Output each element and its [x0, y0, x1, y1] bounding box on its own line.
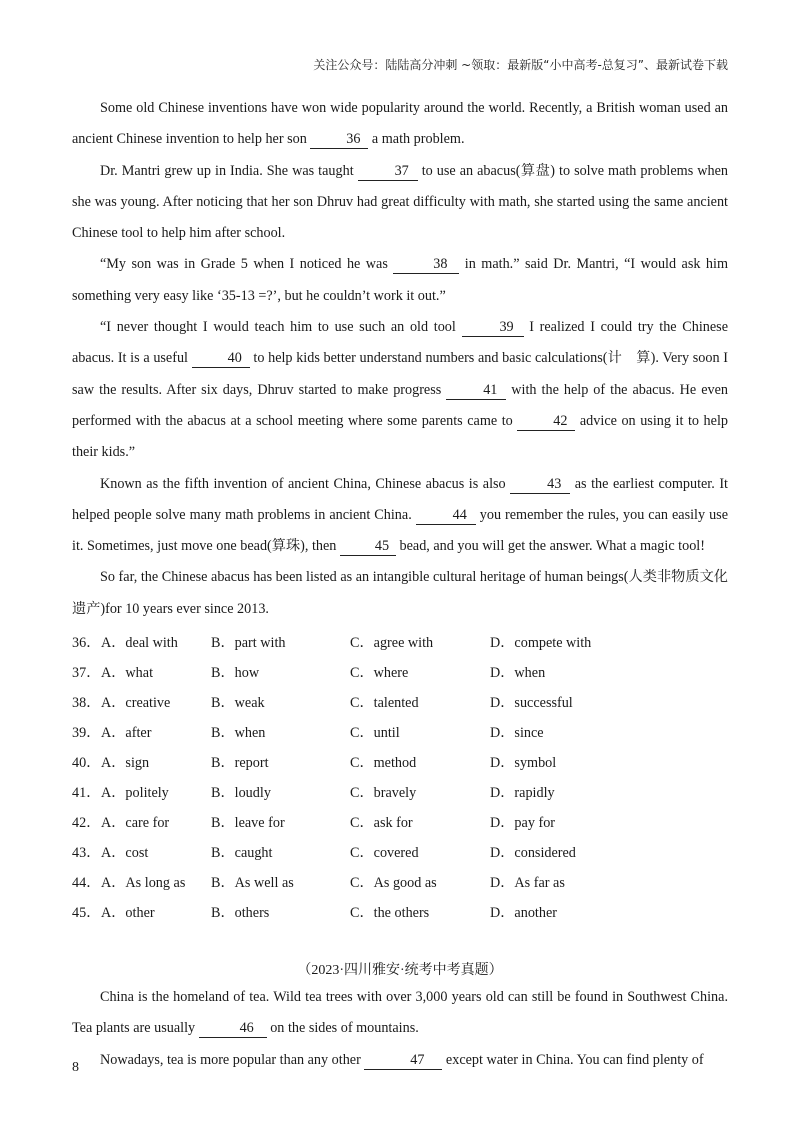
option-d: D．pay for: [490, 815, 556, 832]
question-number: 44．: [72, 875, 101, 892]
paragraph: [72, 562, 728, 625]
option-c: C．ask for: [350, 815, 413, 832]
option-b: B．loudly: [211, 785, 271, 802]
option-b: B．how: [211, 665, 260, 682]
option-d: D．considered: [490, 845, 576, 862]
answer-blank-36: 36: [310, 130, 368, 149]
option-d: D．successful: [490, 695, 573, 712]
paragraph-text: Known as the fifth invention of ancient China, Chinese abacus is also: [100, 475, 511, 492]
option-b: B．when: [211, 725, 266, 742]
question-number: 38．: [72, 695, 101, 712]
paragraph: [72, 156, 728, 250]
question-row: [72, 837, 728, 867]
question-options: [72, 627, 728, 927]
option-b: B．part with: [211, 635, 286, 652]
option-b: B．others: [211, 905, 270, 922]
question-number: 40．: [72, 755, 101, 772]
question-row: [72, 897, 728, 927]
paragraph-text: “I never thought I would teach him to use such an old tool: [100, 319, 462, 336]
option-a: A．sign: [101, 755, 150, 772]
option-c: C．the others: [350, 905, 430, 922]
paragraph-text: a math problem.: [368, 131, 465, 148]
option-b: B．As well as: [211, 875, 294, 892]
paragraph: [72, 312, 728, 468]
paragraph: [72, 469, 728, 563]
question-row: [72, 627, 728, 657]
option-d: D．compete with: [490, 635, 592, 652]
option-c: C．where: [350, 665, 409, 682]
option-d: D．As far as: [490, 875, 565, 892]
question-row: [72, 717, 728, 747]
paragraph-text: I realized I could try the Chinese abacus. It is a useful: [72, 319, 728, 367]
option-c: C．agree with: [350, 635, 434, 652]
paragraph-text: on the sides of mountains.: [266, 1020, 419, 1037]
option-b: B．caught: [211, 845, 273, 862]
option-d: D．symbol: [490, 755, 557, 772]
paragraph-text: “My son was in Grade 5 when I noticed he was: [100, 256, 394, 273]
question-row: [72, 687, 728, 717]
paragraph-text: Nowadays, tea is more popular than any other: [100, 1051, 365, 1068]
option-d: D．another: [490, 905, 557, 922]
paragraph-text: in math.” said Dr. Mantri, “I would ask him something very easy like ‘35-13 =?’, but he couldn’t work it out.”: [72, 256, 728, 304]
answer-blank-47: 47: [364, 1051, 442, 1070]
paragraph-text: to help kids better understand numbers and basic calculations(计 算). Very soon I saw the results. After six days, Dhruv started to make progress: [72, 350, 729, 398]
question-row: [72, 807, 728, 837]
option-c: C．until: [350, 725, 400, 742]
paragraph-text: bead, and you will get the answer. What a magic tool!: [395, 538, 705, 555]
question-number: 37．: [72, 665, 101, 682]
option-b: B．weak: [211, 695, 265, 712]
option-b: B．report: [211, 755, 269, 772]
paragraph-text: China is the homeland of tea. Wild tea trees with over 3,000 years old can still be found in Southwest China. Tea plants are usually: [72, 989, 728, 1037]
paragraph-text: So far, the Chinese abacus has been listed as an intangible cultural heritage of human beings(人类非物质文化遗产)for 10 years ever since 2013.: [72, 569, 728, 617]
option-a: A．politely: [101, 785, 169, 802]
answer-blank-38: 38: [393, 255, 459, 274]
question-row: [72, 657, 728, 687]
paragraph-text: advice on using it to help their kids.”: [72, 412, 728, 461]
option-a: A．cost: [101, 845, 149, 862]
option-a: A．what: [101, 665, 154, 682]
paragraph-text: to use an abacus(算盘) to solve math problems when she was young. After noticing that her son Dhruv had great difficulty with math, she started using the same ancient Chinese tool to help him after school.: [72, 162, 728, 242]
paragraph-text: with the help of the abacus. He even performed with the abacus at a school meeting where some parents came to: [72, 381, 728, 429]
page-header: 关注公众号：陆陆高分冲刺 ~领取：最新版“小中高考-总复习”、最新试卷下载: [313, 58, 728, 72]
option-d: D．when: [490, 665, 546, 682]
option-d: D．since: [490, 725, 544, 742]
answer-blank-41: 41: [446, 381, 506, 400]
answer-blank-39: 39: [462, 318, 524, 337]
question-number: 41．: [72, 785, 101, 802]
question-row: [72, 777, 728, 807]
answer-blank-42: 42: [517, 412, 575, 431]
answer-blank-45: 45: [340, 537, 396, 556]
option-c: C．method: [350, 755, 417, 772]
option-a: A．care for: [101, 815, 170, 832]
option-a: A．other: [101, 905, 155, 922]
option-a: A．after: [101, 725, 152, 742]
option-c: C．talented: [350, 695, 419, 712]
exam-source-label: （2023·四川雅安·统考中考真题）: [297, 963, 503, 979]
option-a: A．deal with: [101, 635, 178, 652]
question-row: [72, 747, 728, 777]
answer-blank-43: 43: [510, 475, 570, 494]
question-number: 45．: [72, 905, 101, 922]
answer-blank-37: 37: [358, 162, 418, 181]
paragraph: [72, 982, 728, 1045]
answer-blank-40: 40: [192, 349, 250, 368]
paragraph-text: Dr. Mantri grew up in India. She was taught: [100, 162, 358, 179]
question-number: 36．: [72, 635, 101, 652]
paragraph: [72, 249, 728, 312]
answer-blank-44: 44: [416, 506, 476, 525]
question-number: 43．: [72, 845, 101, 862]
paragraph: [72, 93, 728, 156]
paragraph-text: except water in China. You can find plenty of: [442, 1051, 704, 1068]
page-number: 8: [72, 1060, 79, 1075]
paragraph-text: you remember the rules, you can easily use it. Sometimes, just move one bead(算珠), then: [72, 506, 728, 555]
option-b: B．leave for: [211, 815, 285, 832]
option-c: C．As good as: [350, 875, 437, 892]
question-row: [72, 867, 728, 897]
option-c: C．covered: [350, 845, 419, 862]
option-c: C．bravely: [350, 785, 417, 802]
option-d: D．rapidly: [490, 785, 555, 802]
option-a: A．creative: [101, 695, 171, 712]
paragraph: [72, 1045, 728, 1076]
document-body: [72, 93, 728, 1076]
question-number: 39．: [72, 725, 101, 742]
question-number: 42．: [72, 815, 101, 832]
paragraph-text: Some old Chinese inventions have won wide popularity around the world. Recently, a British woman used an ancient Chinese invention to help her son: [72, 100, 728, 148]
option-a: A．As long as: [101, 875, 186, 892]
answer-blank-46: 46: [199, 1019, 267, 1038]
paragraph-text: as the earliest computer. It helped people solve many math problems in ancient China.: [72, 475, 728, 523]
